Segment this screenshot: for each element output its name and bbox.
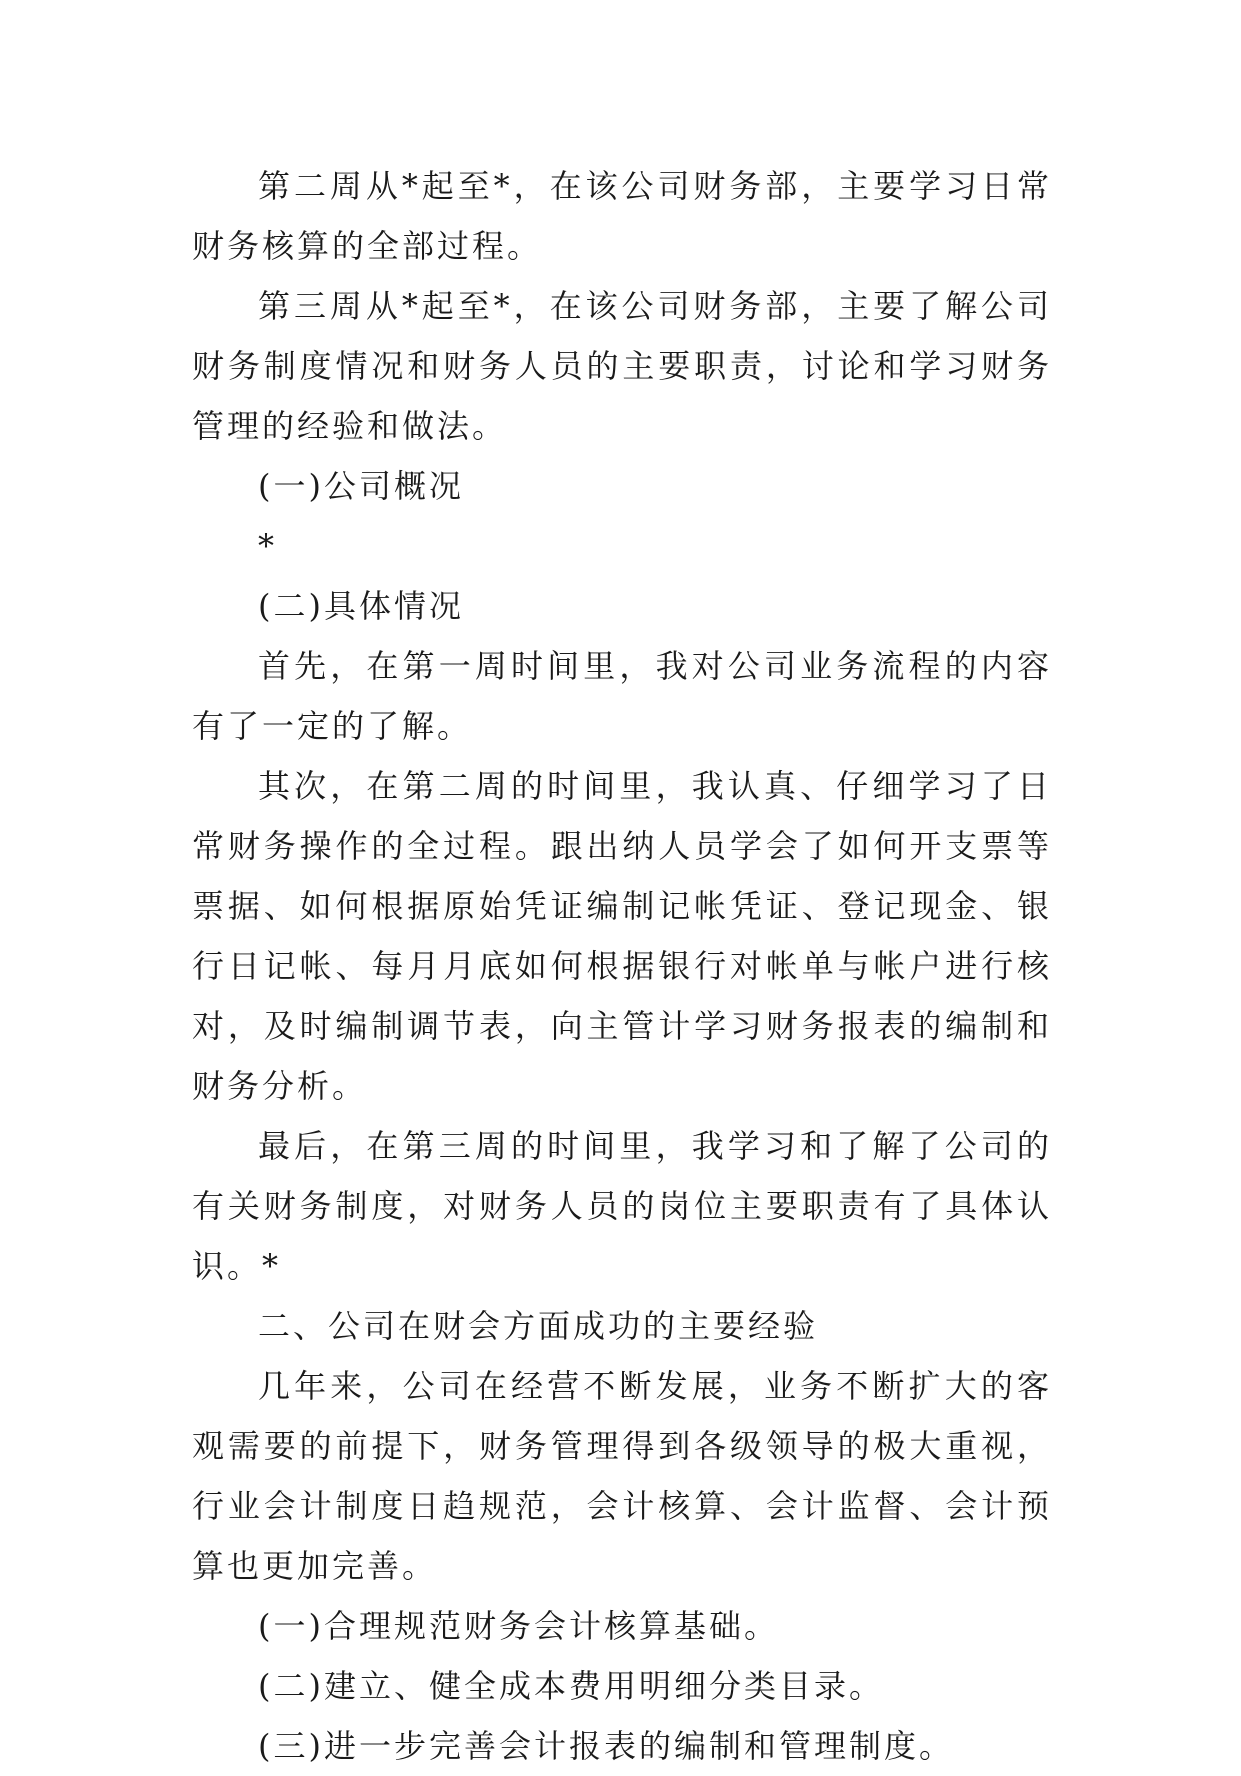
- subheading-company-overview: (一)公司概况: [258, 467, 464, 505]
- list-item-1: (一)合理规范财务会计核算基础。: [258, 1607, 779, 1645]
- subheading-details: (二)具体情况: [258, 587, 464, 625]
- paragraph-week-three: 第三周从*起至*，在该公司财务部，主要了解公司财务制度情况和财务人员的主要职责，讨论和学习财务管理的经验和做法。: [192, 287, 1052, 445]
- paragraph-last: 最后，在第三周的时间里，我学习和了解了公司的有关财务制度，对财务人员的岗位主要职责有了具体认识。*: [192, 1127, 1052, 1285]
- list-item-2: (二)建立、健全成本费用明细分类目录。: [258, 1667, 884, 1705]
- paragraph-week-two: 第二周从*起至*，在该公司财务部，主要学习日常财务核算的全部过程。: [192, 167, 1052, 265]
- list-item-3: (三)进一步完善会计报表的编制和管理制度。: [258, 1727, 954, 1765]
- section-heading-experience: 二、公司在财会方面成功的主要经验: [258, 1307, 819, 1345]
- paragraph-first: 首先，在第一周时间里，我对公司业务流程的内容有了一定的了解。: [192, 647, 1052, 745]
- document-body: [192, 156, 1052, 1776]
- paragraph-experience-intro: 几年来，公司在经营不断发展，业务不断扩大的客观需要的前提下，财务管理得到各级领导的极大重视，行业会计制度日趋规范，会计核算、会计监督、会计预算也更加完善。: [192, 1367, 1052, 1585]
- paragraph-company-overview: *: [258, 527, 277, 565]
- paragraph-second: 其次，在第二周的时间里，我认真、仔细学习了日常财务操作的全过程。跟出纳人员学会了如何开支票等票据、如何根据原始凭证编制记帐凭证、登记现金、银行日记帐、每月月底如何根据银行对帐单与帐户进行核对，及时编制调节表，向主管计学习财务报表的编制和财务分析。: [192, 767, 1052, 1105]
